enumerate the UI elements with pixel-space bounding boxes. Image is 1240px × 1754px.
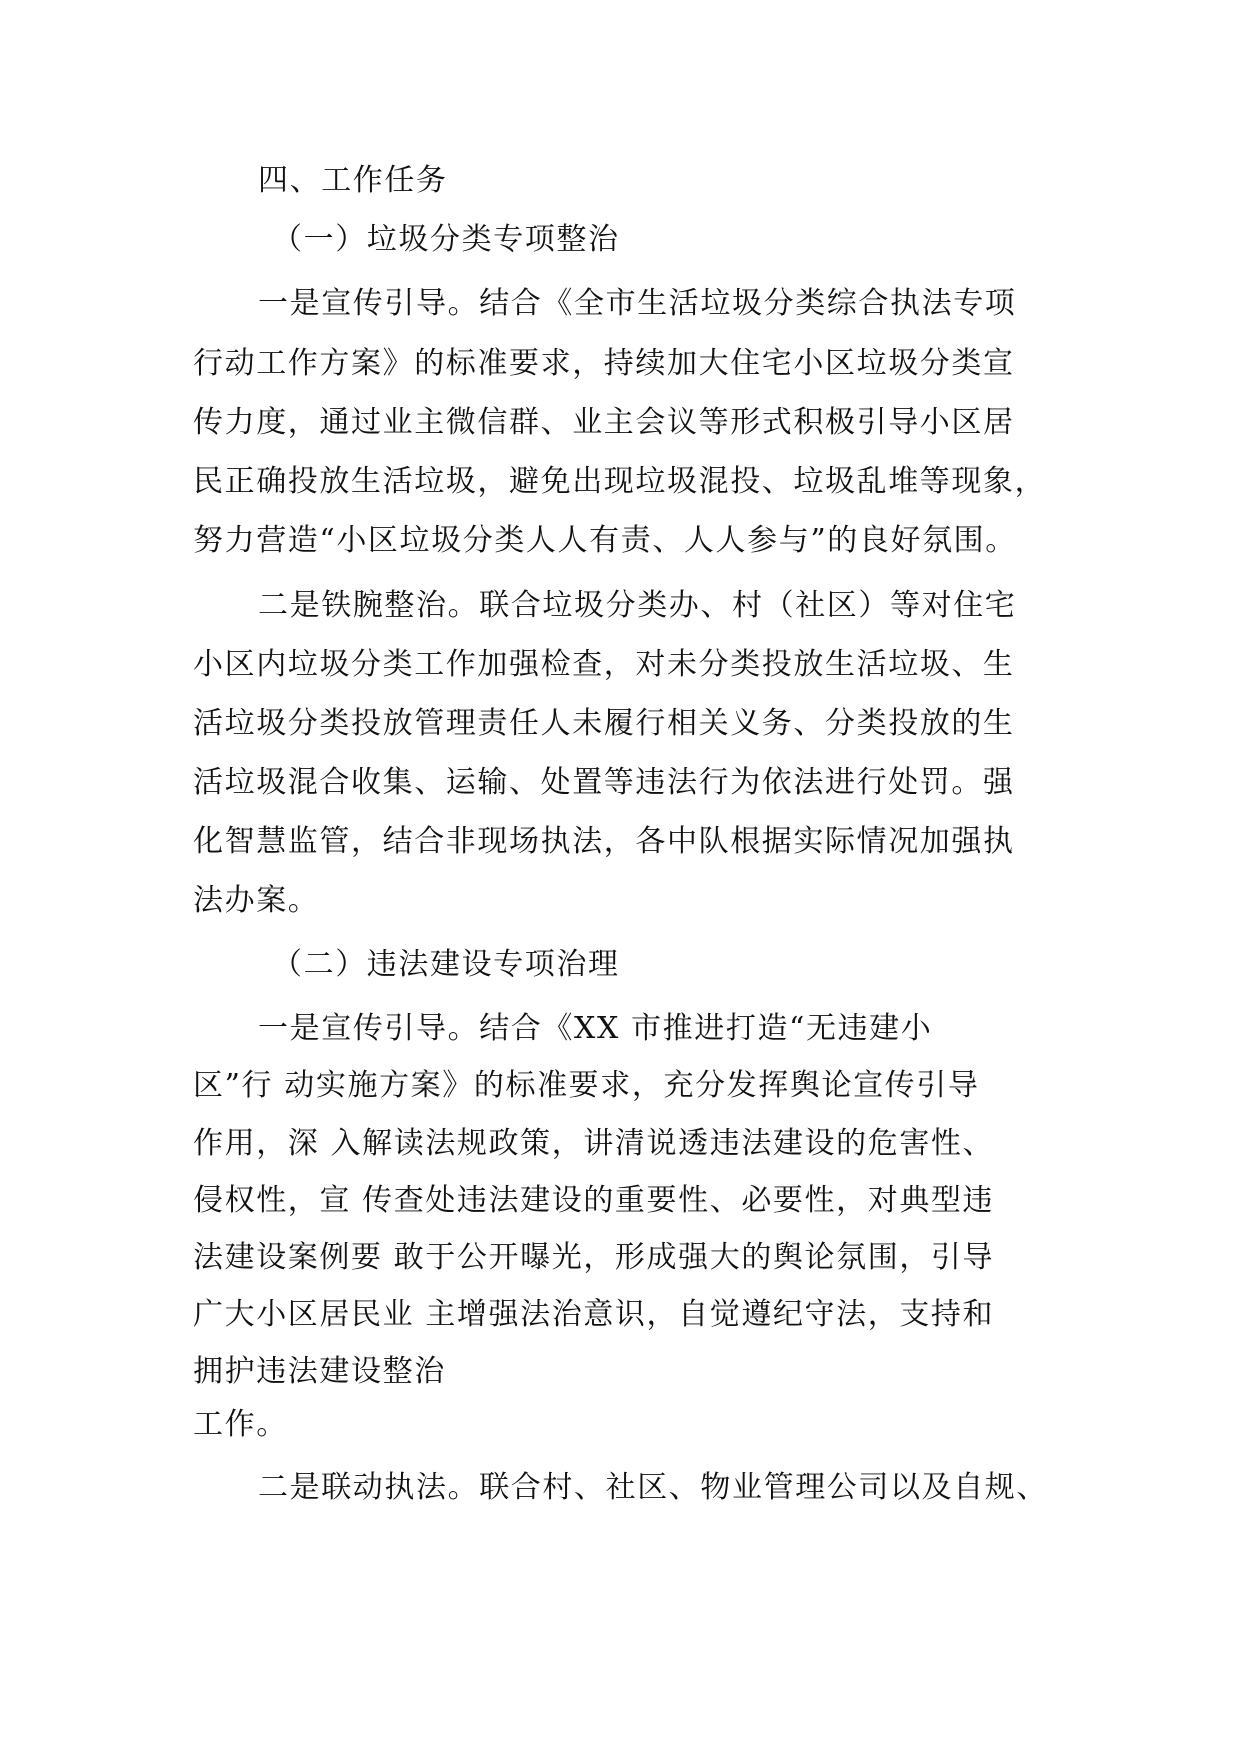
paragraph-line: 活垃圾分类投放管理责任人未履行相关义务、分类投放的生 — [193, 706, 1015, 741]
paragraph-line: 二是铁腕整治。联合垃圾分类办、村（社区）等对住宅 — [258, 588, 1017, 623]
paragraph-line: 区”行 动实施方案》的标准要求，充分发挥舆论宣传引导 — [193, 1068, 980, 1103]
paragraph-line: 努力营造“小区垃圾分类人人有责、人人参与”的良好氛围。 — [193, 523, 1017, 558]
section-heading: 四、工作任务 — [258, 163, 448, 198]
paragraph-line: 一是宣传引导。结合《全市生活垃圾分类综合执法专项 — [258, 286, 1017, 321]
paragraph-line: 法办案。 — [193, 883, 320, 918]
subheading-illegal-construction: （二）违法建设专项治理 — [272, 947, 620, 982]
paragraph-line: 法建设案例要 敢于公开曝光，形成强大的舆论氛围，引导 — [193, 1240, 995, 1275]
subheading-garbage-sorting: （一）垃圾分类专项整治 — [272, 222, 620, 257]
paragraph-line: 二是联动执法。联合村、社区、物业管理公司以及自规、 — [258, 1470, 1048, 1505]
paragraph-line: 拥护违法建设整治 — [193, 1354, 446, 1389]
paragraph-line: 一是宣传引导。结合《XX 市推进打造“无违建小 — [258, 1011, 933, 1046]
paragraph-line: 作用，深 入解读法规政策，讲清说透违法建设的危害性、 — [193, 1126, 995, 1161]
paragraph-line: 小区内垃圾分类工作加强检查，对未分类投放生活垃圾、生 — [193, 647, 1015, 682]
paragraph-line: 民正确投放生活垃圾，避免出现垃圾混投、垃圾乱堆等现象， — [193, 464, 1047, 499]
paragraph-line: 传力度，通过业主微信群、业主会议等形式积极引导小区居 — [193, 405, 1015, 440]
paragraph-line: 广大小区居民业 主增强法治意识，自觉遵纪守法，支持和 — [193, 1297, 995, 1332]
paragraph-line: 工作。 — [193, 1407, 288, 1442]
paragraph-line: 活垃圾混合收集、运输、处置等违法行为依法进行处罚。强 — [193, 765, 1015, 800]
paragraph-line: 侵权性，宣 传查处违法建设的重要性、必要性，对典型违 — [193, 1183, 995, 1218]
paragraph-line: 行动工作方案》的标准要求，持续加大住宅小区垃圾分类宣 — [193, 346, 1015, 381]
paragraph-line: 化智慧监管，结合非现场执法，各中队根据实际情况加强执 — [193, 824, 1015, 859]
